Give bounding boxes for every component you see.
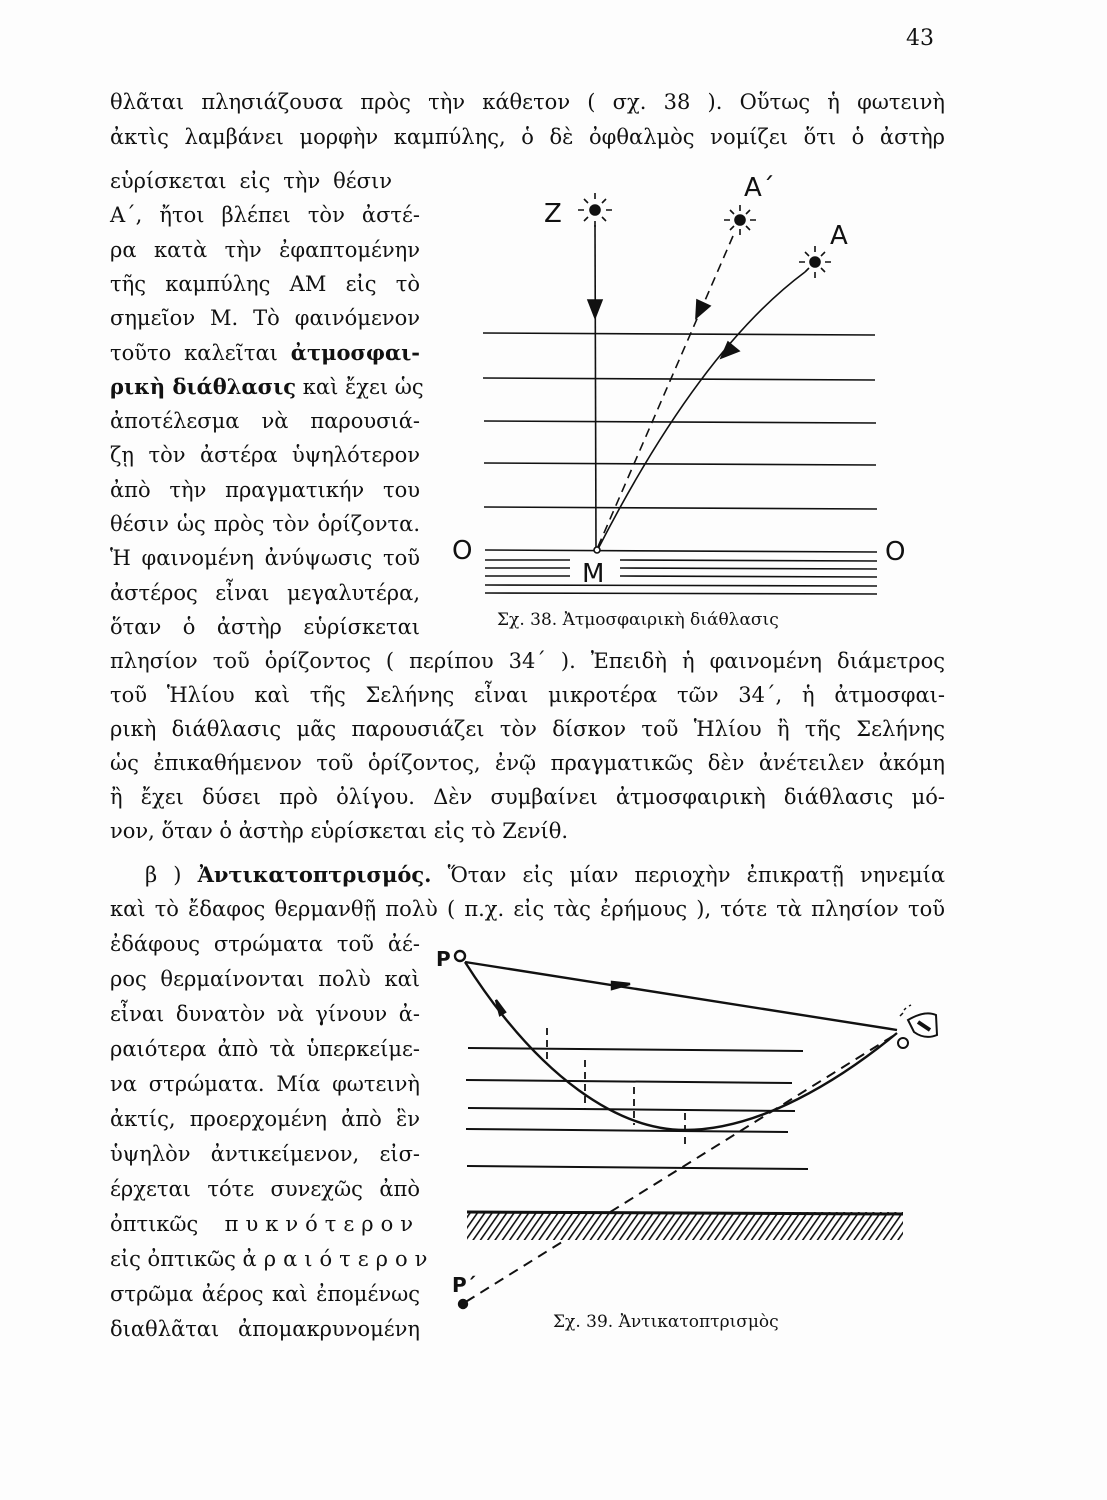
text-segment: ὡς ἐπικαθήμενον τοῦ ὁρίζοντος, ἐνῷ πραγματικῶς δὲν ἀνέτειλεν ἀκόμη <box>110 751 945 775</box>
horizon-ground-lines <box>485 550 877 594</box>
observer-point <box>594 547 600 553</box>
text-segment: ρικὴ διάθλασις μᾶς παρουσιάζει τὸν δίσκον τοῦ Ἡλίου ἢ τῆς Σελήνης <box>110 717 945 741</box>
text-segment: πλησίον τοῦ ὁρίζοντος ( περίπου 34΄ ). Ἐπειδὴ ἡ φαινομένη διάμετρος <box>110 649 945 673</box>
horizon-left-label: O <box>452 536 473 566</box>
text-segment: θέσιν ὡς πρὸς τὸν ὁρίζοντα. <box>110 512 420 536</box>
text-segment: Ἡ φαινομένη ἀνύψωσις τοῦ <box>110 546 420 570</box>
star-icon <box>724 205 756 235</box>
text-segment: ἀποτέλεσμα νὰ παρουσιά- <box>110 409 420 433</box>
arrow-icon <box>696 300 710 318</box>
image-label: P΄ <box>452 1273 476 1297</box>
text-segment: τοῦ Ἡλίου καὶ τῆς Σελήνης εἶναι μικροτέρα τῶν 34΄, ἡ ἀτμοσφαι- <box>110 683 945 707</box>
text-segment: ἀκτὶς λαμβάνει μορφὴν καμπύλης, ὁ δὲ ὀφθαλμὸς νομίζει ὅτι ὁ ἀστὴρ <box>110 125 945 149</box>
figure-38-caption: Σχ. 38. Ἀτμοσφαιρικὴ διάθλασις <box>497 610 779 630</box>
text-segment: καὶ ἔχει ὡς <box>296 375 424 399</box>
object-label: P <box>436 947 451 971</box>
observer-label: M <box>582 559 605 589</box>
text-segment: εὑρίσκεται εἰς τὴν θέσιν <box>110 169 392 193</box>
text-segment: πυκνότερον <box>224 1212 420 1236</box>
arrow-icon <box>721 342 739 358</box>
direct-ray <box>465 962 897 1030</box>
text-segment: β ) <box>145 863 198 887</box>
text-segment: τῆς καμπύλης ΑΜ εἰς τὸ <box>110 272 420 296</box>
text-segment: στρῶμα ἀέρος καὶ ἐπομένως <box>110 1282 420 1306</box>
text-segment: τοῦτο καλεῖται <box>110 341 291 365</box>
text-segment: έρχεται τότε συνεχῶς ἀπὸ <box>110 1177 420 1201</box>
apparent-star-label: A΄ <box>744 173 775 203</box>
apparent-image-ray <box>464 1036 893 1303</box>
text-segment: ρα κατὰ τὴν ἐφαπτομένην <box>110 238 420 262</box>
text-segment: ἢ ἔχει δύσει πρὸ ὀλίγου. Δὲν συμβαίνει ἀτμοσφαιρικὴ διάθλασις μό- <box>110 785 945 809</box>
text-segment: σημεῖον Μ. Τὸ φαινόμενον <box>110 306 420 330</box>
zenith-label: Z <box>544 199 562 229</box>
text-segment: ὀπτικῶς <box>110 1212 225 1236</box>
text-segment: Ὅταν εἰς μίαν περιοχὴν ἐπικρατῇ νηνεμία <box>431 863 946 887</box>
bold-term: Ἀντικατοπτρισμός. <box>197 862 432 887</box>
text-segment: ὑψηλὸν ἀντικείμενον, εἰσ- <box>110 1142 420 1166</box>
text-segment: ἀραιότερον <box>242 1247 435 1271</box>
zenith-ray <box>595 225 596 549</box>
text-segment: νον, ὅταν ὁ ἀστὴρ εὑρίσκεται εἰς τὸ Ζενίθ. <box>110 819 569 843</box>
real-star-label: A <box>830 221 848 251</box>
horizon-right-label: O <box>885 537 906 567</box>
text-segment: ἀπὸ τὴν πραγματικήν του <box>110 478 420 502</box>
page-number: 43 <box>906 26 934 51</box>
bold-term: ἀτμοσφαι- <box>290 340 420 365</box>
arrow-icon <box>496 1000 505 1015</box>
text-segment: ὅταν ὁ ἀστὴρ εὑρίσκεται <box>110 615 420 639</box>
text-segment: ρος θερμαίνονται πολὺ καὶ <box>110 967 420 991</box>
star-icon <box>578 193 612 227</box>
eye-icon <box>898 1005 937 1048</box>
arrow-icon <box>588 300 602 318</box>
text-segment: ἐδάφους στρώματα τοῦ ἀέ- <box>110 932 420 956</box>
text-segment: ἀκτίς, προερχομένη ἀπὸ ἓν <box>110 1107 420 1131</box>
text-segment: ζῃ τὸν ἀστέρα ὑψηλότερον <box>110 443 420 467</box>
text-segment: καὶ τὸ ἔδαφος θερμανθῇ πολὺ ( π.χ. εἰς τὰς ἐρήμους ), τότε τὰ πλησίον τοῦ <box>110 897 945 921</box>
ground-hatched <box>467 1212 903 1240</box>
object-point <box>455 951 465 961</box>
air-layers <box>466 1048 808 1169</box>
figure-39-mirage-diagram <box>455 951 937 1308</box>
refracted-ray-curve <box>465 962 897 1130</box>
text-segment: Α΄, ἤτοι βλέπει τὸν ἀστέ- <box>110 203 420 227</box>
apparent-ray <box>597 236 733 549</box>
text-segment: ραιότερα ἀπὸ τὰ ὑπερκείμε- <box>110 1037 420 1061</box>
figure-39-caption: Σχ. 39. Ἀντικατοπτρισμὸς <box>553 1312 779 1332</box>
text-segment: εἰς ὀπτικῶς <box>110 1247 243 1271</box>
image-point <box>459 1300 467 1308</box>
text-segment: να στρώματα. Μία φωτεινὴ <box>110 1072 420 1096</box>
atmosphere-layers <box>483 333 877 509</box>
text-segment: διαθλᾶται ἀπομακρυνομένη <box>110 1317 420 1341</box>
text-segment: εἶναι δυνατὸν νὰ γίνουν ἀ- <box>110 1002 420 1026</box>
bold-term: ρικὴ διάθλασις <box>110 374 297 399</box>
text-segment: θλᾶται πλησιάζουσα πρὸς τὴν κάθετον ( σχ. 38 ). Οὕτως ἡ φωτεινὴ <box>110 90 945 114</box>
text-segment: ἀστέρος εἶναι μεγαλυτέρα, <box>110 581 420 605</box>
figure-38-refraction-diagram <box>483 193 877 594</box>
